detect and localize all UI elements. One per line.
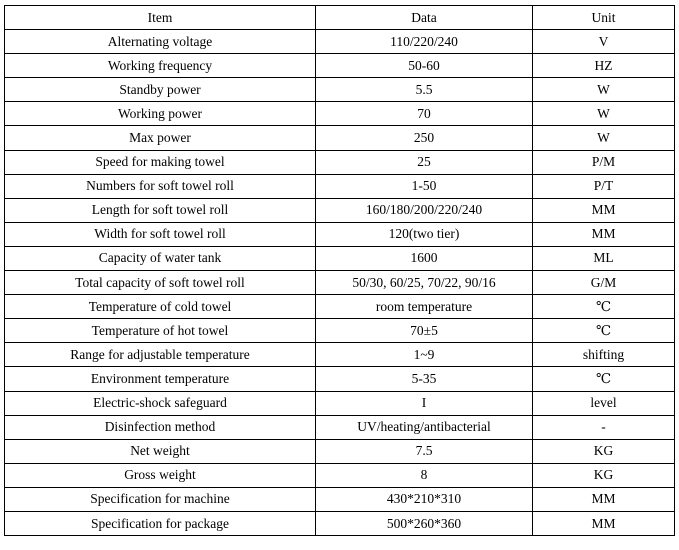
cell-data: 25 bbox=[316, 150, 533, 174]
cell-item: Gross weight bbox=[5, 463, 316, 487]
cell-item: Electric-shock safeguard bbox=[5, 391, 316, 415]
cell-item: Max power bbox=[5, 126, 316, 150]
table-row bbox=[5, 295, 675, 319]
spec-sheet bbox=[4, 5, 674, 536]
cell-item: Temperature of hot towel bbox=[5, 319, 316, 343]
cell-data: 50/30, 60/25, 70/22, 90/16 bbox=[316, 271, 533, 295]
cell-unit: ℃ bbox=[533, 319, 675, 343]
table-row bbox=[5, 415, 675, 439]
header-row bbox=[5, 6, 675, 30]
header-item: Item bbox=[5, 6, 316, 30]
table-row bbox=[5, 30, 675, 54]
cell-unit: MM bbox=[533, 222, 675, 246]
cell-unit: HZ bbox=[533, 54, 675, 78]
cell-item: Specification for machine bbox=[5, 487, 316, 511]
cell-data: 430*210*310 bbox=[316, 487, 533, 511]
table-row bbox=[5, 198, 675, 222]
cell-unit: W bbox=[533, 78, 675, 102]
cell-unit: W bbox=[533, 126, 675, 150]
cell-unit: ℃ bbox=[533, 367, 675, 391]
cell-data: room temperature bbox=[316, 295, 533, 319]
cell-data: 120(two tier) bbox=[316, 222, 533, 246]
table-row bbox=[5, 511, 675, 535]
table-row bbox=[5, 246, 675, 270]
cell-item: Net weight bbox=[5, 439, 316, 463]
table-row bbox=[5, 319, 675, 343]
cell-item: Working frequency bbox=[5, 54, 316, 78]
table-row bbox=[5, 343, 675, 367]
cell-item: Specification for package bbox=[5, 511, 316, 535]
cell-data: 1600 bbox=[316, 246, 533, 270]
cell-unit: KG bbox=[533, 439, 675, 463]
cell-item: Total capacity of soft towel roll bbox=[5, 271, 316, 295]
cell-item: Disinfection method bbox=[5, 415, 316, 439]
cell-data: 160/180/200/220/240 bbox=[316, 198, 533, 222]
table-row bbox=[5, 54, 675, 78]
cell-unit: W bbox=[533, 102, 675, 126]
cell-unit: P/T bbox=[533, 174, 675, 198]
cell-unit: MM bbox=[533, 487, 675, 511]
cell-data: 1~9 bbox=[316, 343, 533, 367]
table-row bbox=[5, 102, 675, 126]
header-unit: Unit bbox=[533, 6, 675, 30]
cell-data: 8 bbox=[316, 463, 533, 487]
table-row bbox=[5, 222, 675, 246]
table-row bbox=[5, 126, 675, 150]
cell-item: Numbers for soft towel roll bbox=[5, 174, 316, 198]
cell-unit: MM bbox=[533, 511, 675, 535]
cell-unit: P/M bbox=[533, 150, 675, 174]
cell-data: 5.5 bbox=[316, 78, 533, 102]
cell-unit: - bbox=[533, 415, 675, 439]
table-row bbox=[5, 391, 675, 415]
cell-item: Working power bbox=[5, 102, 316, 126]
table-row bbox=[5, 439, 675, 463]
header-data: Data bbox=[316, 6, 533, 30]
table-row bbox=[5, 487, 675, 511]
cell-item: Environment temperature bbox=[5, 367, 316, 391]
cell-unit: G/M bbox=[533, 271, 675, 295]
cell-unit: ℃ bbox=[533, 295, 675, 319]
table-row bbox=[5, 150, 675, 174]
cell-unit: level bbox=[533, 391, 675, 415]
cell-unit: V bbox=[533, 30, 675, 54]
table-row bbox=[5, 271, 675, 295]
cell-item: Temperature of cold towel bbox=[5, 295, 316, 319]
cell-item: Capacity of water tank bbox=[5, 246, 316, 270]
cell-item: Width for soft towel roll bbox=[5, 222, 316, 246]
cell-unit: shifting bbox=[533, 343, 675, 367]
cell-unit: KG bbox=[533, 463, 675, 487]
table-row bbox=[5, 367, 675, 391]
table-row bbox=[5, 174, 675, 198]
cell-item: Standby power bbox=[5, 78, 316, 102]
cell-item: Speed for making towel bbox=[5, 150, 316, 174]
cell-data: 500*260*360 bbox=[316, 511, 533, 535]
cell-item: Length for soft towel roll bbox=[5, 198, 316, 222]
cell-data: 50-60 bbox=[316, 54, 533, 78]
table-row bbox=[5, 463, 675, 487]
cell-data: 250 bbox=[316, 126, 533, 150]
cell-data: UV/heating/antibacterial bbox=[316, 415, 533, 439]
cell-data: 1-50 bbox=[316, 174, 533, 198]
cell-data: 70±5 bbox=[316, 319, 533, 343]
cell-data: 110/220/240 bbox=[316, 30, 533, 54]
cell-unit: MM bbox=[533, 198, 675, 222]
table-body bbox=[5, 30, 675, 536]
cell-data: 7.5 bbox=[316, 439, 533, 463]
cell-data: 70 bbox=[316, 102, 533, 126]
cell-item: Range for adjustable temperature bbox=[5, 343, 316, 367]
cell-item: Alternating voltage bbox=[5, 30, 316, 54]
cell-data: 5-35 bbox=[316, 367, 533, 391]
cell-unit: ML bbox=[533, 246, 675, 270]
table-row bbox=[5, 78, 675, 102]
spec-table bbox=[4, 5, 675, 536]
cell-data: I bbox=[316, 391, 533, 415]
